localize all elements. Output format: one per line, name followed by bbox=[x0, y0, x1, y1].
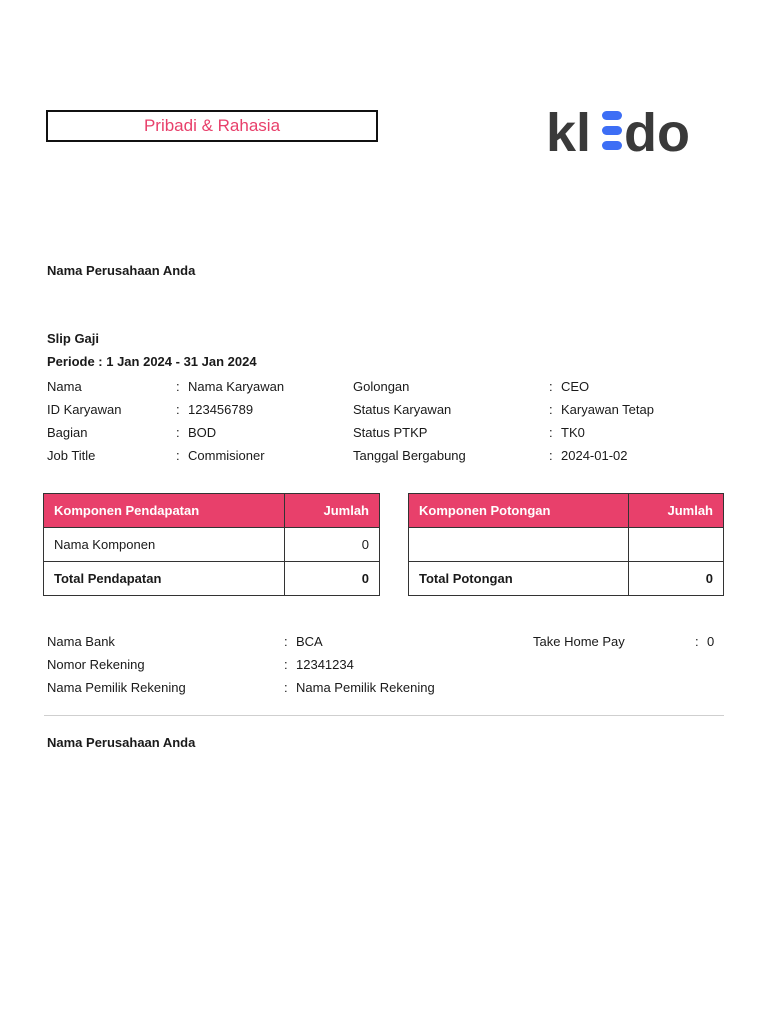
bank-value: Nama Pemilik Rekening bbox=[296, 680, 435, 695]
info-colon: : bbox=[176, 379, 180, 394]
bank-value: BCA bbox=[296, 634, 323, 649]
logo-bar-mid bbox=[602, 126, 622, 135]
info-label: Golongan bbox=[353, 379, 410, 394]
info-label: Tanggal Bergabung bbox=[353, 448, 466, 463]
income-component-name: Nama Komponen bbox=[44, 528, 285, 562]
deduction-component-amount bbox=[629, 528, 724, 562]
income-table bbox=[43, 493, 380, 596]
table-row bbox=[409, 528, 724, 562]
deduction-total-amount: 0 bbox=[629, 562, 724, 596]
slip-period: Periode : 1 Jan 2024 - 31 Jan 2024 bbox=[47, 354, 257, 369]
income-total-label: Total Pendapatan bbox=[44, 562, 285, 596]
deduction-header: Komponen Potongan bbox=[409, 494, 629, 528]
info-colon: : bbox=[549, 402, 553, 417]
take-home-colon: : bbox=[695, 634, 699, 649]
bank-colon: : bbox=[284, 680, 288, 695]
info-label: Bagian bbox=[47, 425, 88, 440]
info-value: Karyawan Tetap bbox=[561, 402, 654, 417]
logo-bar-bottom bbox=[602, 141, 622, 150]
deduction-table bbox=[408, 493, 724, 596]
info-value: CEO bbox=[561, 379, 590, 394]
divider bbox=[44, 715, 724, 716]
company-name-footer: Nama Perusahaan Anda bbox=[47, 735, 196, 750]
deduction-total-label: Total Potongan bbox=[409, 562, 629, 596]
bank-label: Nomor Rekening bbox=[47, 657, 145, 672]
bank-colon: : bbox=[284, 657, 288, 672]
table-total-row bbox=[44, 562, 380, 596]
income-header: Komponen Pendapatan bbox=[44, 494, 285, 528]
logo-kl: kl bbox=[546, 103, 592, 162]
slip-title: Slip Gaji bbox=[47, 331, 100, 346]
kledo-logo bbox=[544, 102, 724, 162]
income-component-amount: 0 bbox=[285, 528, 380, 562]
info-value: Commisioner bbox=[188, 448, 265, 463]
deduction-amount-header: Jumlah bbox=[629, 494, 724, 528]
info-colon: : bbox=[176, 448, 180, 463]
info-colon: : bbox=[176, 425, 180, 440]
info-value: BOD bbox=[188, 425, 217, 440]
take-home-value: 0 bbox=[707, 634, 715, 649]
info-colon: : bbox=[176, 402, 180, 417]
logo-do: do bbox=[624, 103, 690, 162]
take-home-label: Take Home Pay bbox=[533, 634, 625, 649]
info-value: 123456789 bbox=[188, 402, 254, 417]
income-amount-header: Jumlah bbox=[285, 494, 380, 528]
deduction-component-name bbox=[409, 528, 629, 562]
info-value: TK0 bbox=[561, 425, 585, 440]
info-colon: : bbox=[549, 448, 553, 463]
table-header-row bbox=[409, 494, 724, 528]
info-colon: : bbox=[549, 379, 553, 394]
company-name: Nama Perusahaan Anda bbox=[47, 263, 196, 278]
bank-label: Nama Pemilik Rekening bbox=[47, 680, 186, 695]
table-row bbox=[44, 528, 380, 562]
logo-bar-top bbox=[602, 111, 622, 120]
bank-value: 12341234 bbox=[296, 657, 354, 672]
info-label: Nama bbox=[47, 379, 82, 394]
info-label: ID Karyawan bbox=[47, 402, 122, 417]
table-total-row bbox=[409, 562, 724, 596]
info-label: Status PTKP bbox=[353, 425, 428, 440]
info-label: Job Title bbox=[47, 448, 96, 463]
info-value: Nama Karyawan bbox=[188, 379, 285, 394]
info-value: 2024-01-02 bbox=[561, 448, 628, 463]
info-label: Status Karyawan bbox=[353, 402, 452, 417]
table-header-row bbox=[44, 494, 380, 528]
confidential-label: Pribadi & Rahasia bbox=[46, 110, 378, 142]
income-total-amount: 0 bbox=[285, 562, 380, 596]
bank-label: Nama Bank bbox=[47, 634, 115, 649]
info-colon: : bbox=[549, 425, 553, 440]
bank-colon: : bbox=[284, 634, 288, 649]
